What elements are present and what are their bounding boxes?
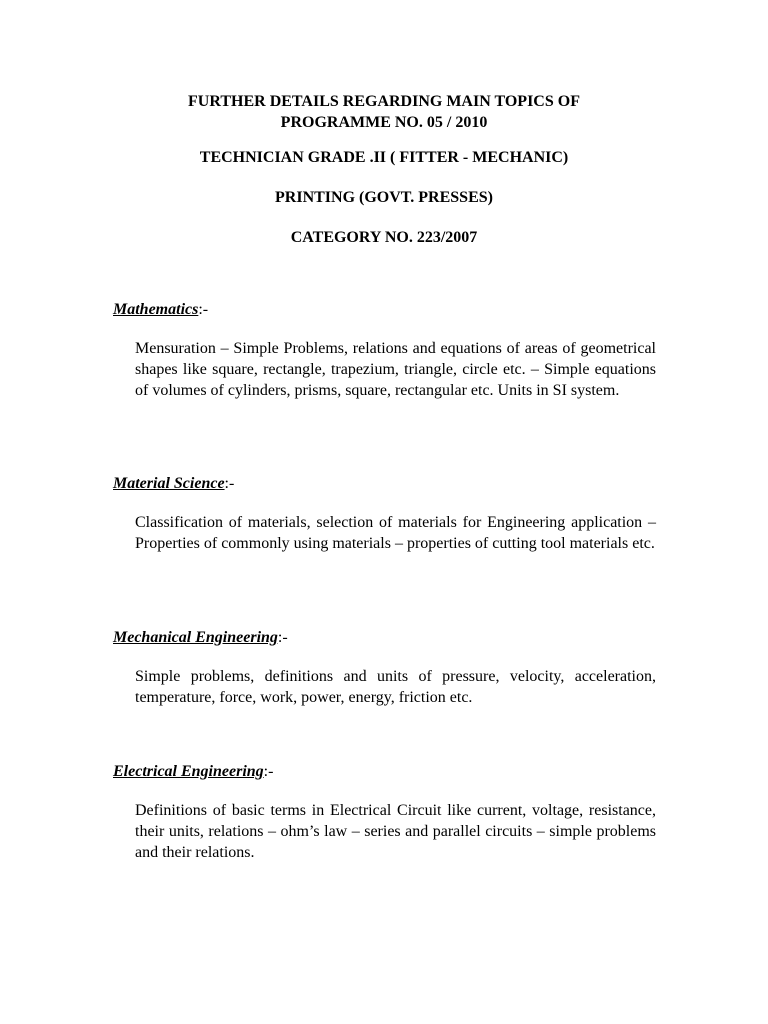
section-title-material-science [113, 474, 234, 494]
section-label: Material Science [113, 475, 225, 492]
section-label: Mechanical Engineering [113, 629, 278, 646]
section-label: Mathematics [113, 301, 199, 318]
document-title-line1: FURTHER DETAILS REGARDING MAIN TOPICS OF [188, 93, 580, 110]
section-suffix: :- [277, 629, 288, 646]
document-title-line2: PROGRAMME NO. 05 / 2010 [280, 114, 488, 131]
section-body-electrical-engineering: Definitions of basic terms in Electrical Circuit like current, voltage, resistance, their units, relations – ohm’s law – series and parallel circuits – simple problems and their relations. [135, 802, 656, 861]
category-heading: CATEGORY NO. 223/2007 [290, 229, 478, 246]
section-title-mechanical-engineering [113, 628, 288, 648]
section-suffix: :- [198, 301, 209, 318]
department-heading: PRINTING (GOVT. PRESSES) [275, 189, 493, 206]
section-label: Electrical Engineering [113, 763, 264, 780]
section-suffix: :- [263, 763, 274, 780]
section-title-electrical-engineering [113, 762, 273, 782]
section-title-mathematics [113, 300, 208, 320]
post-grade-heading: TECHNICIAN GRADE .II ( FITTER - MECHANIC) [199, 149, 569, 166]
section-body-mathematics: Mensuration – Simple Problems, relations and equations of areas of geometrical shapes like square, rectangle, trapezium, triangle, circle etc. – Simple equations of volumes of cylinders, prisms, square, rectangular etc. Units in SI system. [135, 340, 656, 399]
section-body-material-science: Classification of materials, selection of materials for Engineering application – Properties of commonly using materials – properties of cutting tool materials etc. [135, 514, 656, 552]
section-suffix: :- [224, 475, 235, 492]
section-body-mechanical-engineering: Simple problems, definitions and units of pressure, velocity, acceleration, temperature, force, work, power, energy, friction etc. [135, 668, 656, 706]
